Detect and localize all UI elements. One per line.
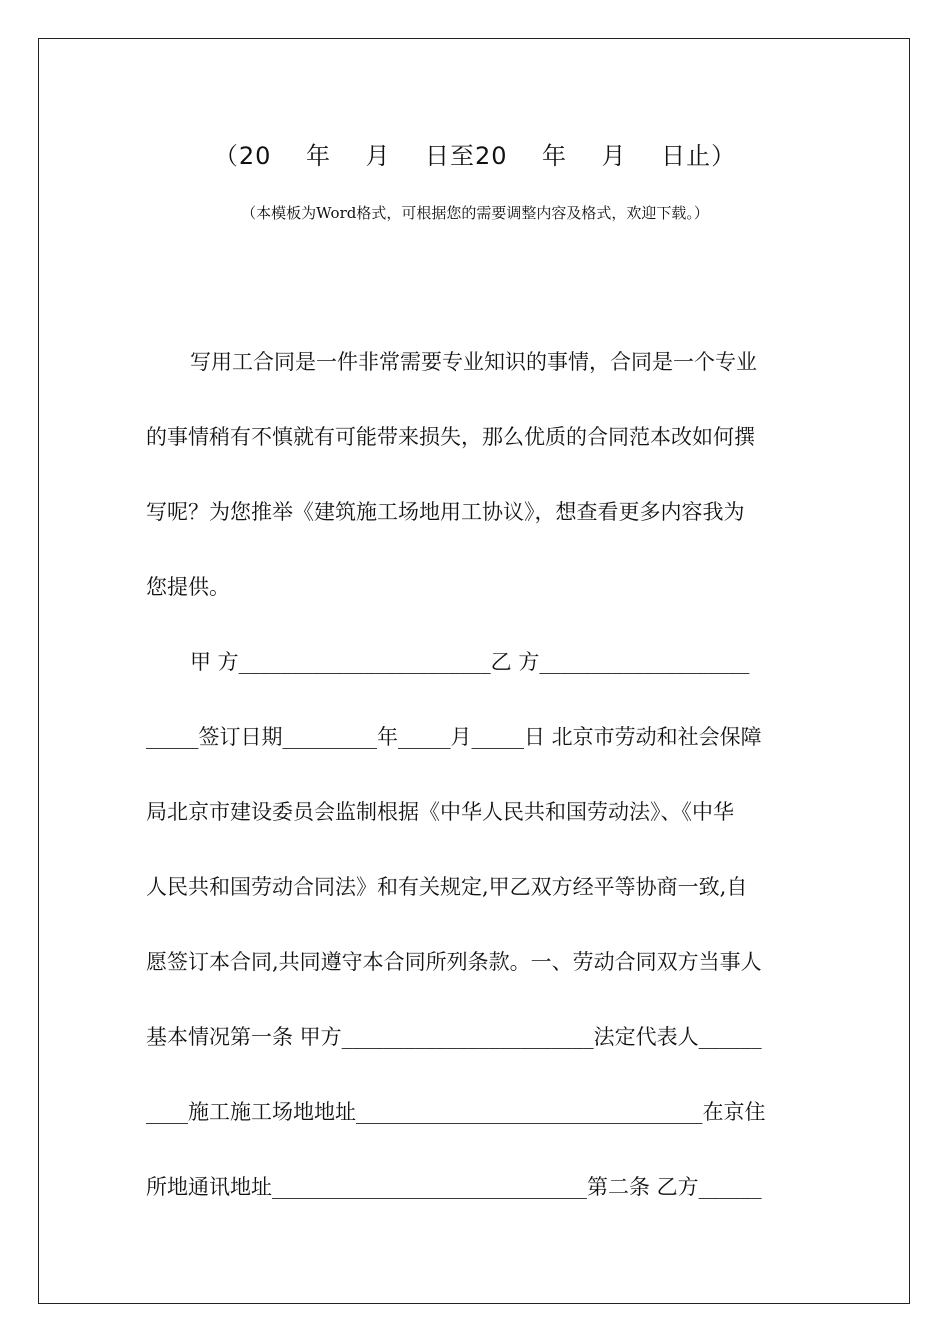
body-paragraph-line: 您提供。 bbox=[146, 575, 230, 599]
body-paragraph-line: 写呢？为您推举《建筑施工场地用工协议》，想查看更多内容我为 bbox=[146, 500, 745, 524]
signing-date-line: _____签订日期_________年_____月_____日 北京市劳动和社会保障 bbox=[146, 725, 762, 749]
party-fields-line: 甲 方________________________乙 方____________________ bbox=[190, 650, 750, 674]
article-two-line: 所地通讯地址______________________________第二条 乙方______ bbox=[146, 1175, 762, 1199]
contract-period-line: （20 年 月 日至20 年 月 日止） bbox=[213, 142, 737, 170]
body-paragraph-line: 的事情稍有不慎就有可能带来损失，那么优质的合同范本改如何撰 bbox=[146, 425, 755, 449]
body-paragraph-line: 人民共和国劳动合同法》和有关规定,甲乙双方经平等协商一致,自 bbox=[146, 875, 748, 899]
site-address-line: ____施工施工场地地址_________________________________在京住 bbox=[146, 1100, 766, 1124]
body-paragraph-line: 局北京市建设委员会监制根据《中华人民共和国劳动法》、《中华 bbox=[146, 800, 734, 824]
template-note: （本模板为Word格式，可根据您的需要调整内容及格式，欢迎下载。） bbox=[241, 204, 709, 222]
article-one-line: 基本情况第一条 甲方________________________法定代表人______ bbox=[146, 1025, 762, 1049]
body-paragraph-line: 写用工合同是一件非常需要专业知识的事情，合同是一个专业 bbox=[190, 350, 757, 374]
body-paragraph-line: 愿签订本合同,共同遵守本合同所列条款。一、劳动合同双方当事人 bbox=[146, 950, 762, 974]
